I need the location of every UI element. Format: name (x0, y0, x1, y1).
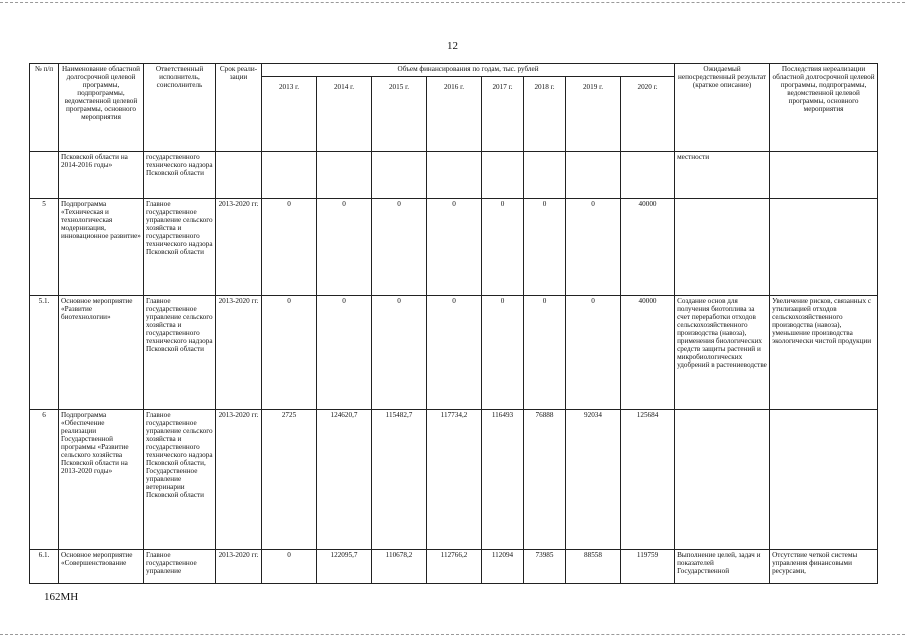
row-value (427, 152, 482, 199)
header-num: № п/п (30, 64, 59, 152)
row-value: 0 (262, 550, 317, 584)
row-value: 110678,2 (372, 550, 427, 584)
header-year: 2014 г. (317, 77, 372, 152)
table-row (30, 410, 878, 550)
row-consequences (770, 410, 878, 550)
header-consequences: Последствия нереализации областной долгосрочной целевой программы, подпрограммы, ведомственной целевой программы, основного мероприятия (770, 64, 878, 152)
header-year: 2017 г. (482, 77, 524, 152)
scan-edge-bottom (0, 634, 905, 636)
header-year: 2015 г. (372, 77, 427, 152)
row-term: 2013-2020 гг. (216, 199, 262, 296)
row-value (524, 152, 566, 199)
row-consequences (770, 199, 878, 296)
header-responsible: Ответственный исполнитель, соисполнитель (144, 64, 216, 152)
row-value: 0 (262, 199, 317, 296)
table-row (30, 296, 878, 410)
row-value (621, 152, 675, 199)
row-responsible: Главное государственное управление сельского хозяйства и государственного технического надзора Псковской области (144, 296, 216, 410)
table-row (30, 550, 878, 584)
row-term: 2013-2020 гг. (216, 550, 262, 584)
row-value: 88558 (566, 550, 621, 584)
row-value: 122095,7 (317, 550, 372, 584)
row-name: Подпрограмма «Техническая и технологическая модернизация, инновационное развитие» (59, 199, 144, 296)
row-consequences (770, 152, 878, 199)
row-name: Основное мероприятие «Развитие биотехнологии» (59, 296, 144, 410)
row-num: 6 (30, 410, 59, 550)
row-term (216, 152, 262, 199)
row-result (675, 410, 770, 550)
row-num: 5.1. (30, 296, 59, 410)
row-value: 112094 (482, 550, 524, 584)
row-term: 2013-2020 гг. (216, 410, 262, 550)
row-value: 116493 (482, 410, 524, 550)
row-value: 0 (262, 296, 317, 410)
header-year: 2016 г. (427, 77, 482, 152)
row-responsible: Главное государственное управление сельского хозяйства и государственного технического надзора Псковской области (144, 199, 216, 296)
row-num (30, 152, 59, 199)
row-value: 117734,2 (427, 410, 482, 550)
header-year: 2013 г. (262, 77, 317, 152)
row-value: 40000 (621, 296, 675, 410)
header-year: 2020 г. (621, 77, 675, 152)
header-term: Срок реали-зации (216, 64, 262, 152)
row-value (566, 152, 621, 199)
row-responsible: Главное государственное управление сельского хозяйства и государственного технического надзора Псковской области, Государственное управление ветеринарии Псковской области (144, 410, 216, 550)
row-term: 2013-2020 гг. (216, 296, 262, 410)
row-value: 0 (372, 296, 427, 410)
row-name: Подпрограмма «Обеспечение реализации Государственной программы «Развитие сельского хозяйства Псковской области на 2013-2020 годы» (59, 410, 144, 550)
header-result: Ожидаемый непосредственный результат (краткое описание) (675, 64, 770, 152)
row-num: 6.1. (30, 550, 59, 584)
row-name: Псковской области на 2014-2016 годы» (59, 152, 144, 199)
table-row (30, 199, 878, 296)
row-value: 112766,2 (427, 550, 482, 584)
header-year: 2019 г. (566, 77, 621, 152)
row-value: 119759 (621, 550, 675, 584)
page-number: 12 (447, 40, 458, 52)
row-result: Создание основ для получения биотоплива за счет переработки отходов сельскохозяйственного производства (навоза), применения биологических средств защиты растений и микробиологических удобрений в растениеводстве (675, 296, 770, 410)
row-value: 76888 (524, 410, 566, 550)
row-value: 0 (317, 199, 372, 296)
row-value: 124620,7 (317, 410, 372, 550)
row-responsible: государственного технического надзора Псковской области (144, 152, 216, 199)
row-value (262, 152, 317, 199)
row-value: 0 (482, 296, 524, 410)
row-result: Выполнение целей, задач и показателей Государственной (675, 550, 770, 584)
header-year: 2018 г. (524, 77, 566, 152)
row-value (372, 152, 427, 199)
row-value: 0 (317, 296, 372, 410)
row-consequences: Отсутствие четкой системы управления финансовыми ресурсами, (770, 550, 878, 584)
row-num: 5 (30, 199, 59, 296)
row-value: 40000 (621, 199, 675, 296)
row-value: 73985 (524, 550, 566, 584)
row-value: 2725 (262, 410, 317, 550)
row-value: 92034 (566, 410, 621, 550)
row-value: 125684 (621, 410, 675, 550)
row-name: Основное мероприятие «Совершенствование (59, 550, 144, 584)
header-name: Наименование областной долгосрочной целевой программы, подпрограммы, ведомственной целевой программы, основного мероприятия (59, 64, 144, 152)
row-value: 115482,7 (372, 410, 427, 550)
program-table (29, 63, 878, 584)
footer-code: 162МН (44, 591, 79, 603)
row-consequences: Увеличение рисков, связанных с утилизацией отходов сельскохозяйственного производства (навоза), уменьшение производства экологически чистой продукции (770, 296, 878, 410)
header-funding: Объем финансирования по годам, тыс. рублей (262, 64, 675, 77)
row-value: 0 (482, 199, 524, 296)
row-value: 0 (566, 296, 621, 410)
row-value (317, 152, 372, 199)
row-result (675, 199, 770, 296)
row-value: 0 (372, 199, 427, 296)
row-value (482, 152, 524, 199)
scan-edge-top (0, 2, 905, 4)
row-responsible: Главное государственное управление (144, 550, 216, 584)
row-value: 0 (427, 296, 482, 410)
row-value: 0 (566, 199, 621, 296)
row-value: 0 (427, 199, 482, 296)
row-value: 0 (524, 199, 566, 296)
row-value: 0 (524, 296, 566, 410)
row-result: местности (675, 152, 770, 199)
table-row (30, 152, 878, 199)
